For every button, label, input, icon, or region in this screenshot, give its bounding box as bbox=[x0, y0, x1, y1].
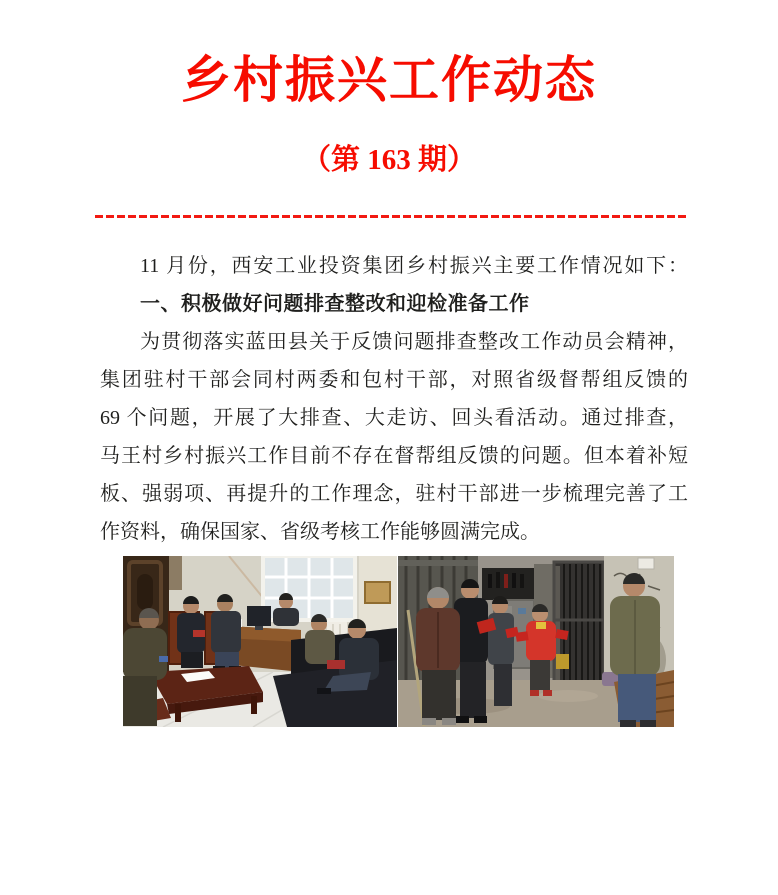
newsletter-title: 乡村振兴工作动态 bbox=[181, 52, 597, 108]
body-line: 马王村乡村振兴工作目前不存在督帮组反馈的问题。但本着补短 bbox=[100, 445, 688, 467]
red-dashed-divider bbox=[95, 215, 686, 218]
body-line: 板、强弱项、再提升的工作理念，驻村干部进一步梳理完善了工 bbox=[100, 483, 688, 505]
document-body bbox=[100, 247, 688, 551]
yellow-crate-icon bbox=[556, 654, 569, 669]
issue-number: （第 163 期） bbox=[301, 144, 476, 176]
red-folder-icon bbox=[327, 660, 345, 669]
courtyard-visit-illustration bbox=[398, 556, 674, 727]
body-line: 为贯彻落实蓝田县关于反馈问题排查整改工作动员会精神， bbox=[140, 331, 688, 353]
photo-row bbox=[123, 556, 778, 727]
meeting-room-illustration bbox=[123, 556, 397, 727]
courtyard-visit-photo bbox=[398, 556, 674, 727]
shelf-icon bbox=[482, 568, 536, 600]
section-1-heading: 一、积极做好问题排查整改和迎检准备工作 bbox=[140, 293, 530, 315]
meeting-room-photo bbox=[123, 556, 397, 727]
document-page bbox=[0, 50, 778, 895]
vent-icon bbox=[638, 558, 654, 569]
body-line: 69 个问题，开展了大排查、大走访、回头看活动。通过排查， bbox=[100, 407, 688, 429]
plaque-icon bbox=[365, 582, 390, 603]
intro-paragraph: 11 月份，西安工业投资集团乡村振兴主要工作情况如下： bbox=[140, 255, 688, 277]
body-line: 作资料，确保国家、省级考核工作能够圆满完成。 bbox=[100, 521, 540, 543]
body-line: 集团驻村干部会同村两委和包村干部，对照省级督帮组反馈的 bbox=[100, 369, 688, 391]
